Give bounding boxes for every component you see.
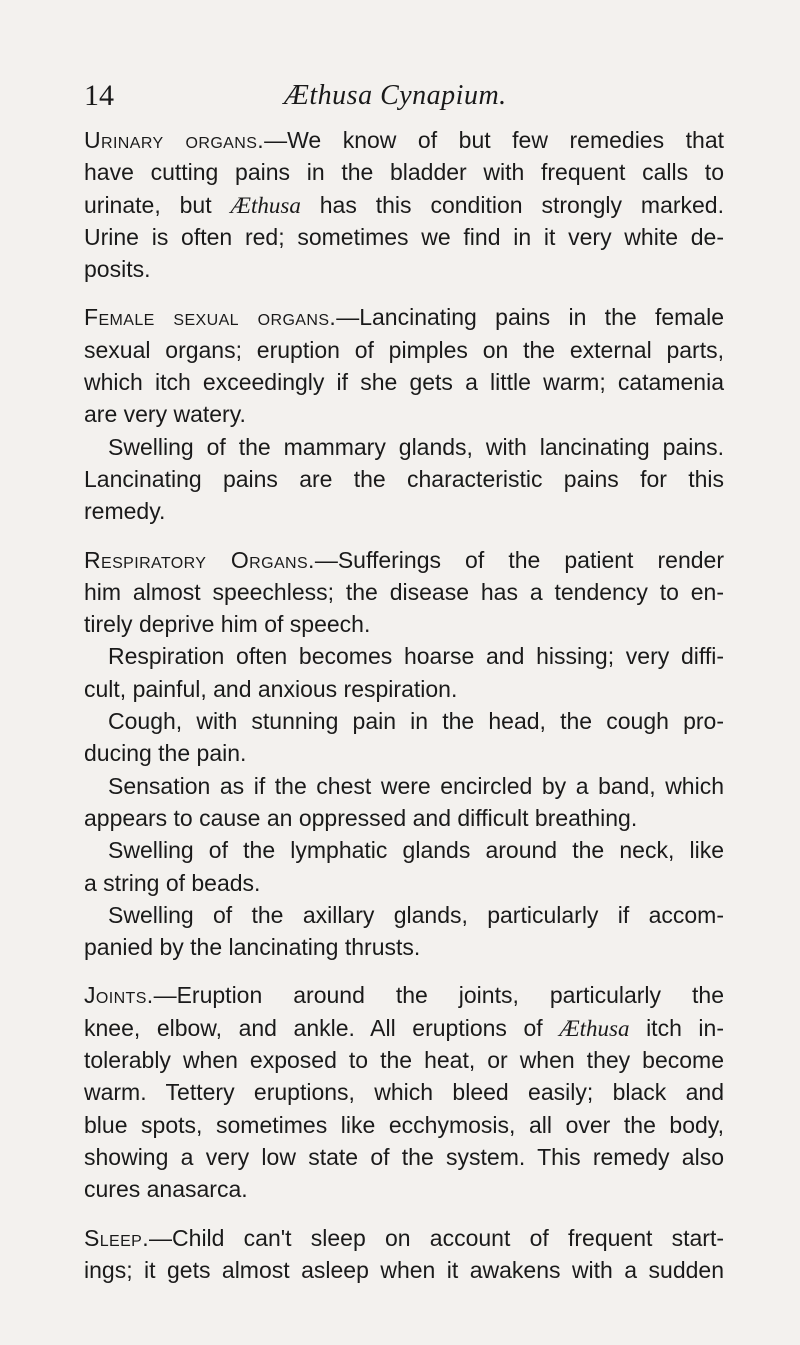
text-line: Respiratory Organs.—Sufferings of the patient render xyxy=(84,546,724,573)
text-line: ings; it gets almost asleep when it awakens with a sudden xyxy=(84,1256,724,1283)
text-line: tirely deprive him of speech. xyxy=(84,611,371,638)
section-respiratory-organs xyxy=(84,544,724,964)
text-line: him almost speechless; the disease has a tendency to en- xyxy=(84,578,724,605)
remedy-name: Æthusa xyxy=(230,192,301,218)
text-line: Urinary organs.—We know of but few remedies that xyxy=(84,127,724,153)
text-line: Joints.—Eruption around the joints, particularly the xyxy=(84,982,724,1009)
section-heading: Joints. xyxy=(84,982,154,1009)
text-line: panied by the lancinating thrusts. xyxy=(84,934,421,961)
section-joints xyxy=(84,979,724,1205)
text-line: knee, elbow, and ankle. All eruptions of Æthusa itch in- xyxy=(84,1014,724,1041)
text-line: are very watery. xyxy=(84,401,246,428)
text-line: cult, painful, and anxious respiration. xyxy=(84,675,458,702)
text-line: have cutting pains in the bladder with frequent calls to xyxy=(84,159,724,186)
page-number: 14 xyxy=(84,79,114,112)
text-line: remedy. xyxy=(84,498,166,525)
remedy-name: Æthusa xyxy=(559,1015,630,1041)
text-line: Respiration often becomes hoarse and hissing; very diffi- xyxy=(108,643,724,670)
section-heading: Respiratory Organs. xyxy=(84,546,315,573)
text-line: Swelling of the axillary glands, particularly if accom- xyxy=(108,901,724,928)
section-heading: Female sexual organs. xyxy=(84,304,337,331)
text-line: appears to cause an oppressed and difficult breathing. xyxy=(84,804,638,831)
text-line: a string of beads. xyxy=(84,869,261,896)
text-line: Cough, with stunning pain in the head, the cough pro- xyxy=(108,708,724,735)
text-line: showing a very low state of the system. This remedy also xyxy=(84,1143,724,1170)
text-line: sexual organs; eruption of pimples on the external parts, xyxy=(84,336,724,363)
text-line: Sleep.—Child can't sleep on account of frequent start- xyxy=(84,1224,724,1251)
text-line: Swelling of the mammary glands, with lancinating pains. xyxy=(108,433,724,460)
text-line: Swelling of the lymphatic glands around the neck, like xyxy=(108,837,724,864)
text-line: posits. xyxy=(84,256,151,283)
text-line: tolerably when exposed to the heat, or when they become xyxy=(84,1047,724,1074)
page-title: Æthusa Cynapium. xyxy=(284,80,507,111)
section-heading: Urinary organs. xyxy=(84,127,265,153)
text-line: Female sexual organs.—Lancinating pains in the female xyxy=(84,304,724,331)
text-line: Urine is often red; sometimes we find in it very white de- xyxy=(84,223,724,250)
text-line: blue spots, sometimes like ecchymosis, all over the body, xyxy=(84,1111,724,1138)
text-line: warm. Tettery eruptions, which bleed easily; black and xyxy=(84,1079,724,1106)
text-line: urinate, but Æthusa has this condition strongly marked. xyxy=(84,191,724,218)
section-heading: Sleep. xyxy=(84,1224,150,1251)
running-head xyxy=(84,76,724,116)
section-urinary-organs xyxy=(84,124,724,285)
text-line: Sensation as if the chest were encircled by a band, which xyxy=(108,772,724,799)
text-line: ducing the pain. xyxy=(84,740,247,767)
section-female-sexual-organs xyxy=(84,301,724,527)
text-line: which itch exceedingly if she gets a little warm; catamenia xyxy=(84,369,724,396)
body-text xyxy=(84,124,724,1286)
text-line: Lancinating pains are the characteristic pains for this xyxy=(84,465,724,492)
text-line: cures anasarca. xyxy=(84,1176,248,1203)
section-sleep xyxy=(84,1222,724,1287)
